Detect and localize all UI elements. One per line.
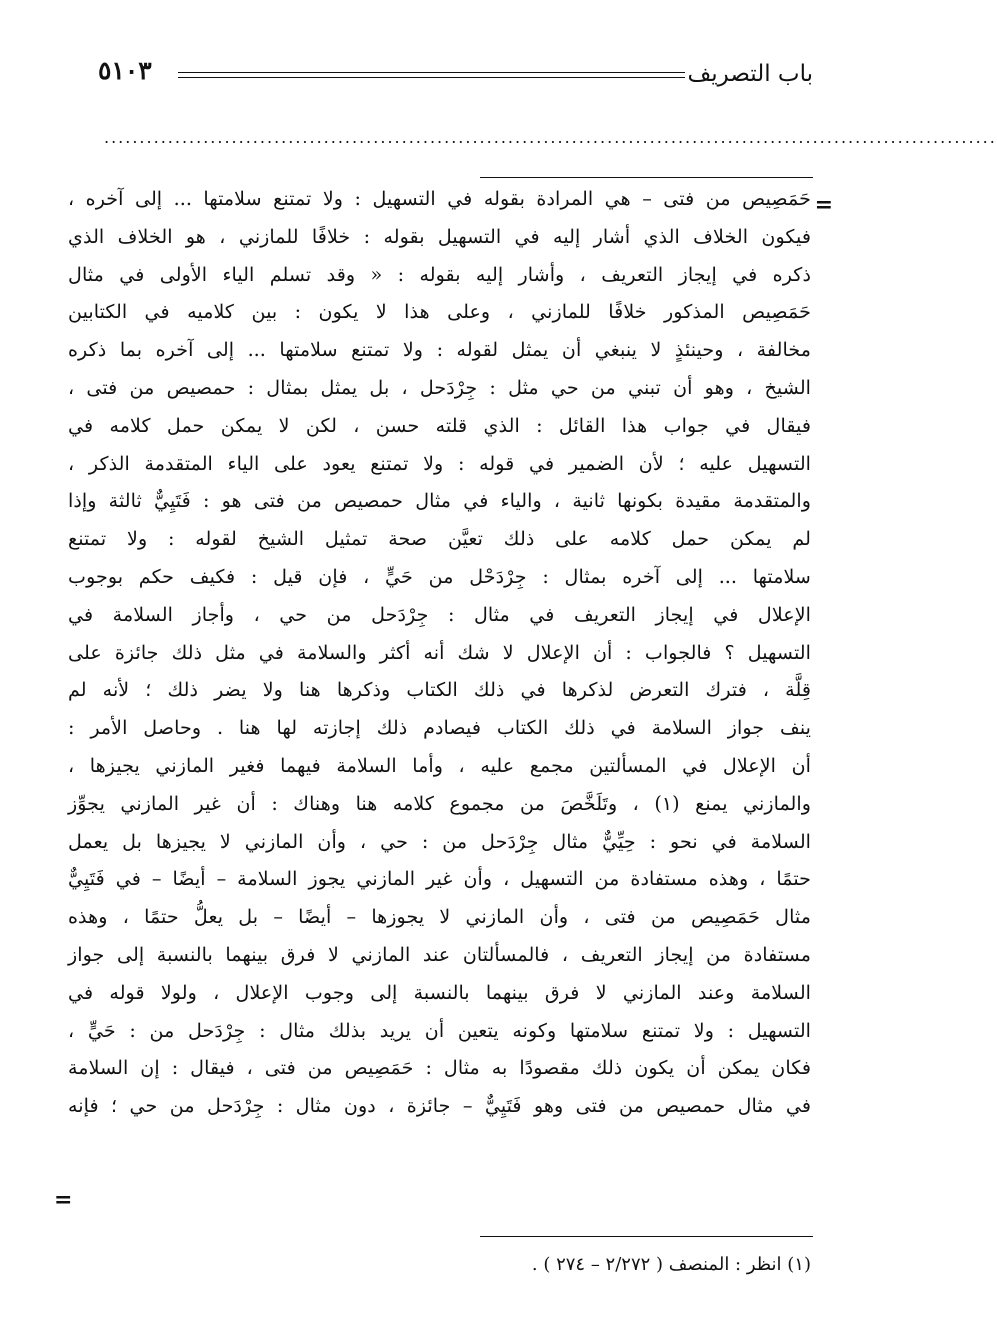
text-line: مخالفة ، وحينئذٍ لا ينبغي أن يمثل لقوله : ولا تمتنع سلامتها ... إلى آخره بما ذكره <box>68 338 811 362</box>
text-line: سلامتها ... إلى آخره بمثال : جِرْدَحْل من حَيٍّ ، فإن قيل : فكيف حكم بوجوب <box>68 564 811 588</box>
continuation-mark-start: = <box>814 192 833 218</box>
continuation-mark-end: = <box>54 1187 73 1213</box>
text-line: فيكون الخلاف الذي أشار إليه في التسهيل بقوله : خلافًا للمازني ، هو الخلاف الذي <box>68 224 811 248</box>
text-line: مستفادة من إيجاز التعريف ، فالمسألتان عند المازني لا فرق بينهما بالنسبة إلى جواز <box>68 942 811 966</box>
text-line: قِلَّة ، فترك التعرض لذكرها في ذلك الكتاب وذكرها هنا ولا يضر ذلك ؛ لأنه لم <box>68 678 811 702</box>
footnote-rule <box>480 1236 813 1237</box>
chapter-title: باب التصريف <box>687 61 813 87</box>
text-line: والمتقدمة مقيدة بكونها ثانية ، والياء في مثال حمصيص من فتى هو : فَتَيِيٌّ ثالثة وإذا <box>68 489 811 513</box>
text-line: فيقال في جواب هذا القائل : الذي قلته حسن ، لكن لا يمكن حمل كلامه في <box>68 413 811 437</box>
text-line: مثال حَمَصِيص من فتى ، وأن المازني لا يجوزها – أيضًا – بل يعلُّ حتمًا ، وهذه <box>68 905 811 929</box>
text-line: التسهيل ؟ فالجواب : أن الإعلال لا شك أنه أكثر والسلامة في مثل ذلك جائزة على <box>68 640 811 664</box>
text-line: ينف جواز السلامة في ذلك الكتاب فيصادم ذلك إجازته لها هنا . وحاصل الأمر : <box>68 716 811 740</box>
text-line: السلامة في نحو : حِيِّيٌّ مثال جِرْدَحل من : حي ، وأن المازني لا يجيزها بل يعمل <box>68 829 811 853</box>
text-line: والمازني يمنع (١) ، وتَلَخَّصَ من مجموع كلامه هنا وهناك : أن غير المازني يجوِّز <box>68 791 811 815</box>
text-line: حَمَصِيص من فتى – هي المرادة بقوله في التسهيل : ولا تمتنع سلامتها ... إلى آخره ، <box>68 187 811 210</box>
footnote: (١) انظر : المنصف ( ٢/٢٧٢ – ٢٧٤ ) . <box>531 1254 811 1275</box>
body-text <box>68 180 811 1125</box>
text-line: الشيخ ، وهو أن تبني من حي مثل : جِرْدَحل ، بل يمثل بمثال : حمصيص من فتى ، <box>68 375 811 399</box>
text-line: ذكره في إيجاز التعريف ، وأشار إليه بقوله : « وقد تسلم الياء الأولى في مثال <box>68 262 811 286</box>
text-line: حتمًا ، وهذه مستفادة من التسهيل ، وأن غير المازني يجوز السلامة – أيضًا – في فَتَيِيٌّ <box>68 867 811 891</box>
text-line: أن الإعلال في المسألتين مجمع عليه ، وأما السلامة فيهما فغير المازني يجيزها ، <box>68 753 811 777</box>
text-line: فكان يمكن أن يكون ذلك مقصودًا به مثال : حَمَصِيص من فتى ، فيقال : إن السلامة <box>68 1056 811 1080</box>
text-line: التسهيل عليه ؛ لأن الضمير في قوله : ولا تمتنع يعود على الياء المتقدمة الذكر ، <box>68 451 811 475</box>
text-line: في مثال حمصيص من فتى وهو فَتَيِيٌّ – جائزة ، دون مثال : جِرْدَحل من حي ؛ فإنه <box>68 1094 811 1118</box>
section-rule <box>480 177 813 178</box>
running-header <box>98 52 813 92</box>
text-line: لم يمكن حمل كلامه على ذلك تعيَّن صحة تمثيل الشيخ لقوله : ولا تمتنع <box>68 527 811 551</box>
page-number: ٥١٠٣ <box>98 56 152 85</box>
text-line: التسهيل : ولا تمتنع سلامتها وكونه يتعين أن يريد بذلك مثال : جِرْدَحل من : حَيٍّ ، <box>68 1018 811 1042</box>
text-line: حَمَصِيص المذكور خلافًا للمازني ، وعلى هذا لا يكون : بين كلاميه في الكتابين <box>68 300 811 324</box>
dotted-separator: .............................................................................................................................. <box>104 128 997 147</box>
header-double-rule <box>178 72 685 78</box>
text-line: الإعلال في إيجاز التعريف في مثال : جِرْدَحل من حي ، وأجاز السلامة في <box>68 602 811 626</box>
text-line: السلامة وعند المازني لا فرق بينهما بالنسبة إلى وجوب الإعلال ، ولولا قوله في <box>68 980 811 1004</box>
